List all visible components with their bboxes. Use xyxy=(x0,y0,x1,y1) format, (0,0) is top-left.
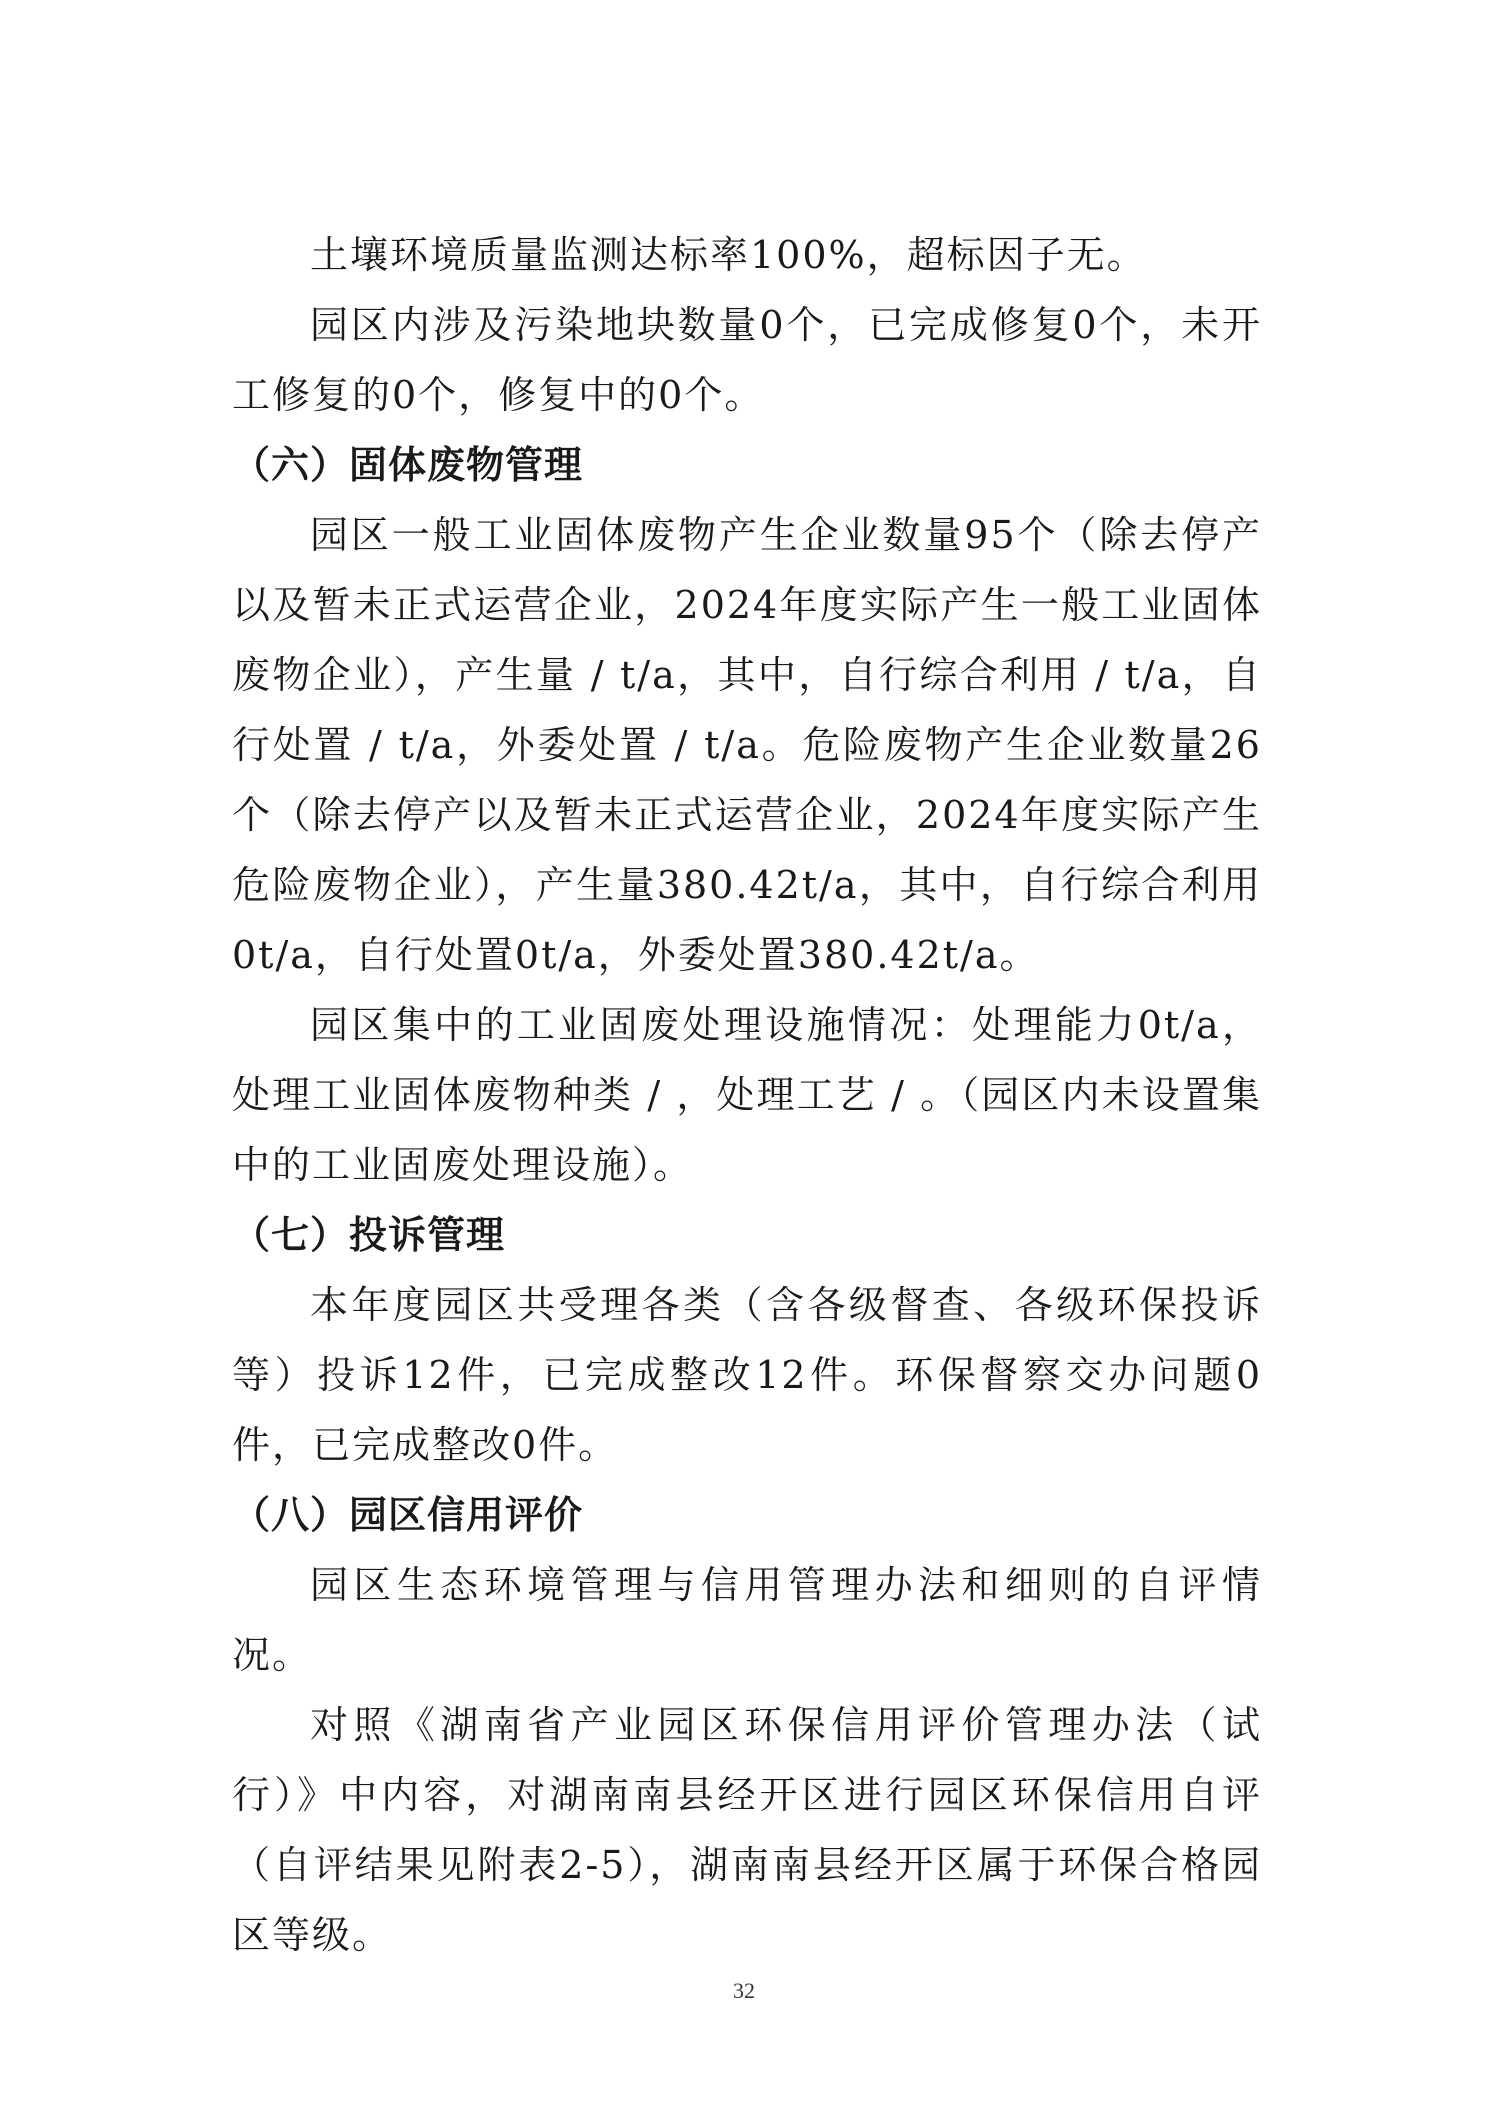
credit-selfeval-paragraph: 园区生态环境管理与信用管理办法和细则的自评情况。 xyxy=(232,1563,1262,1677)
contaminated-land-paragraph: 园区内涉及污染地块数量0个，已完成修复0个，未开工修复的0个，修复中的0个。 xyxy=(232,303,1262,417)
solid-waste-paragraph: 园区一般工业固体废物产生企业数量95个（除去停产以及暂未正式运营企业，2024年度实际产生一般工业固体废物企业），产生量 / t/a，其中，自行综合利用 / t/a，自行处置 / t/a，外委处置 / t/a。危险废物产生企业数量26个（除去停产以及暂未正式运营企业，2024年度实际产生危险废物企业），产生量380.42t/a，其中，自行综合利用0t/a，自行处置0t/a，外委处置380.42t/a。 xyxy=(232,513,1262,977)
document-body xyxy=(232,220,1262,1970)
section-heading-solid-waste: （六）固体废物管理 xyxy=(232,443,584,487)
soil-quality-paragraph: 土壤环境质量监测达标率100%，超标因子无。 xyxy=(310,233,1147,277)
complaints-paragraph: 本年度园区共受理各类（含各级督查、各级环保投诉等）投诉12件，已完成整改12件。环保督察交办问题0件，已完成整改0件。 xyxy=(232,1283,1262,1467)
section-heading-complaints: （七）投诉管理 xyxy=(232,1213,506,1257)
page-number: 32 xyxy=(733,1978,755,2003)
waste-facility-paragraph: 园区集中的工业固废处理设施情况：处理能力0t/a，处理工业固体废物种类 / ，处理工艺 / 。（园区内未设置集中的工业固废处理设施）。 xyxy=(232,1003,1262,1187)
credit-result-paragraph: 对照《湖南省产业园区环保信用评价管理办法（试行）》中内容，对湖南南县经开区进行园区环保信用自评（自评结果见附表2-5），湖南南县经开区属于环保合格园区等级。 xyxy=(232,1703,1262,1957)
section-heading-credit-evaluation: （八）园区信用评价 xyxy=(232,1493,584,1537)
